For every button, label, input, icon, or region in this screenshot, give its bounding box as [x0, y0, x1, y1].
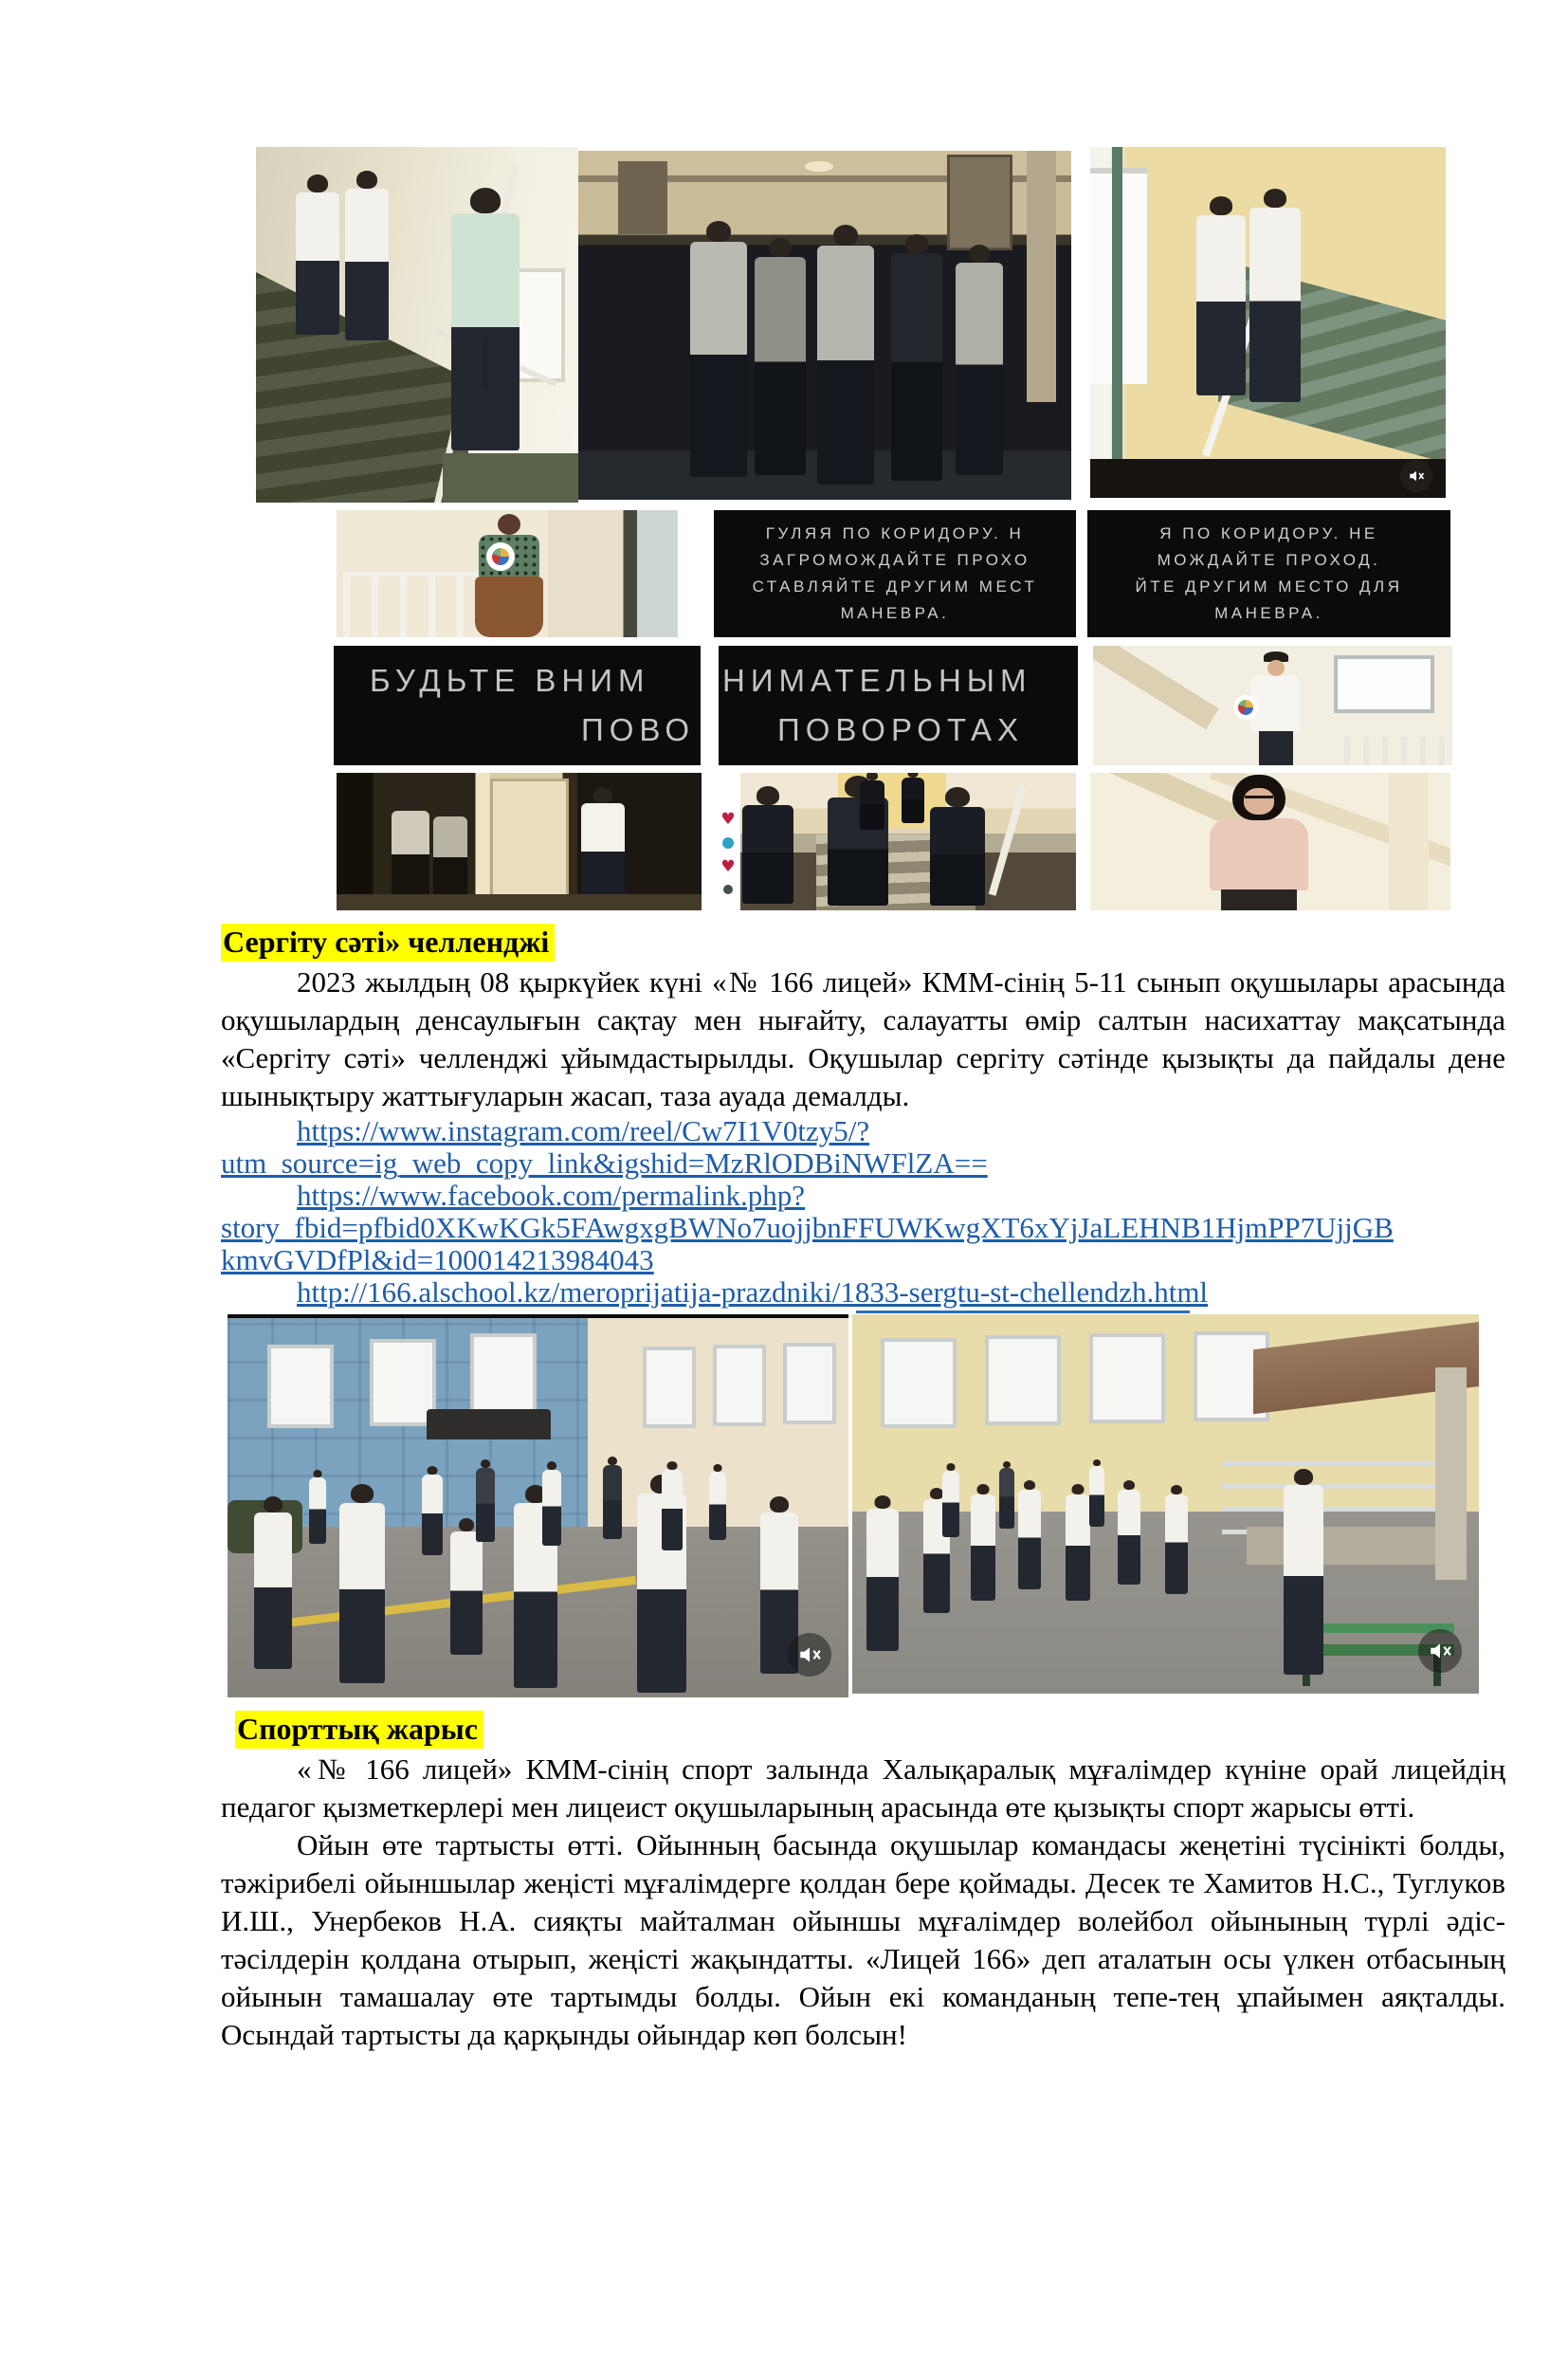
teacher-figure	[1284, 1485, 1323, 1675]
mute-icon	[1418, 1629, 1462, 1673]
railing-shape	[1344, 737, 1452, 765]
photo-row-exercise	[228, 1314, 1568, 1697]
pupil-figure	[662, 1470, 683, 1550]
round-badge	[486, 542, 515, 571]
photo-stairwell-students-2	[1090, 147, 1446, 498]
video-sidebar-icons	[716, 773, 740, 910]
skirt-shape	[1221, 889, 1297, 910]
section1-heading-line	[221, 922, 1505, 962]
entrance-railing-shape	[1222, 1451, 1435, 1534]
door-shape	[490, 779, 569, 906]
photo-collage-row-3	[334, 646, 1568, 765]
photo-stairwell-students-1	[256, 147, 578, 503]
window-shape	[713, 1345, 766, 1426]
tie-shape	[483, 337, 488, 390]
window-shape	[1334, 655, 1435, 713]
heart-icon: ♥	[720, 857, 736, 876]
section2-paragraph-1: «№ 166 лицей» КММ-сінің спорт залында Халықаралық мұғалімдер күніне орай лицейдің педагог қызметкерлері мен лицеист оқушыларының арасында өте қызықты спорт жарысы өтті.	[221, 1752, 1505, 1824]
photo-stairs-students-suits	[716, 773, 1076, 910]
section2-paragraph-2: Ойын өте тартысты өтті. Ойынның басында оқушылар командасы жеңетіні түсінікті болды, тәжірибелі ойыншылар жеңісті мұғалімдерге қолдан бере қоймады. Десек те Хамитов Н.С., Туглуков И.Ш., Унербеков Н.А. сияқты майталман ойыншы мұғалімдер волейбол ойынының түрлі әдіс-тәсілдерін қолдана отырып, жеңісті жақындатты. «Лицей 166» деп аталатын осы үлкен отбасының ойынын тамашалау өте тартымды болды. Ойын екі команданың тепе-тең ұпайымен аяқталды. Осындай тартысты да қарқынды ойындар көп болсын!	[221, 1828, 1505, 2051]
ceiling-lamp-shape	[805, 161, 833, 172]
pupil-figure	[339, 1503, 385, 1683]
student-figure	[755, 257, 806, 475]
video-caption-panel-4: НИМАТЕЛЬНЫМ ПОВОРОТАХ	[719, 646, 1078, 765]
student-figure	[433, 816, 467, 902]
video-caption-panel-1: ГУЛЯЯ ПО КОРИДОРУ. Н ЗАГРОМОЖДАЙТЕ ПРОХО СТАВЛЯЙТЕ ДРУГИМ МЕСТ МАНЕВРА.	[714, 510, 1076, 637]
video-caption-panel-2: Я ПО КОРИДОРУ. НЕ МОЖДАЙТЕ ПРОХОД. ЙТЕ ДРУГИМ МЕСТО ДЛЯ МАНЕВРА.	[1087, 510, 1450, 637]
sweater-shape	[1210, 818, 1308, 890]
section1-heading: Сергіту сәті» челленджі	[221, 924, 555, 962]
window-shape	[267, 1345, 334, 1428]
round-badge	[1233, 695, 1258, 720]
student-figure	[902, 778, 924, 823]
student-figure	[860, 780, 884, 830]
student-figure	[891, 253, 942, 481]
floor-shape	[443, 453, 578, 504]
wall-pillar-shape	[1389, 773, 1429, 910]
document-page	[0, 147, 1568, 2365]
share-icon	[723, 885, 733, 894]
student-figure	[1249, 208, 1301, 402]
photo-collage-row-2	[337, 510, 1568, 637]
pupil-figure	[476, 1468, 495, 1542]
pupil-figure	[709, 1472, 726, 1540]
student-figure	[742, 805, 793, 904]
video-bottom-bar	[1090, 459, 1446, 498]
stone-base-shape	[1247, 1527, 1434, 1565]
mute-icon	[788, 1633, 831, 1677]
window-shape	[470, 1333, 537, 1421]
pupil-figure	[999, 1468, 1014, 1529]
stair-beam-shape	[1093, 646, 1219, 729]
pupil-figure	[1066, 1494, 1090, 1601]
heart-icon: ♥	[720, 810, 736, 829]
instagram-link[interactable]: https://www.instagram.com/reel/Cw7I1V0tzy5/? utm_source=ig_web_copy_link&igshid=MzRlODBiNWFlZA==	[221, 1114, 988, 1180]
photo-collage-row-4	[337, 773, 1568, 910]
student-figure	[296, 192, 339, 335]
photo-outdoor-exercise-1	[228, 1314, 848, 1697]
door-shape	[947, 155, 1012, 251]
pants-shape	[1259, 731, 1293, 765]
floor-shape	[337, 894, 702, 910]
pupil-figure	[542, 1470, 561, 1546]
pupil-figure	[1018, 1490, 1041, 1589]
pupil-figure	[422, 1475, 443, 1555]
canopy-post-shape	[1435, 1367, 1467, 1580]
skirt-shape	[475, 577, 543, 637]
link-underline-remnant	[856, 1311, 1190, 1313]
links-block	[221, 1115, 1505, 1309]
photo-dark-hallway-group	[578, 151, 1071, 500]
window-shape	[1089, 1333, 1165, 1423]
photo-doorway-students	[337, 773, 702, 910]
pupil-figure	[971, 1494, 995, 1601]
awning-shape	[427, 1409, 551, 1439]
photo-teacher-pink-sweater	[1090, 773, 1450, 910]
pupil-figure	[1089, 1466, 1104, 1527]
pupil-figure	[866, 1509, 899, 1651]
pupil-figure	[309, 1477, 326, 1544]
window-frame-shape	[1112, 147, 1122, 498]
mute-icon	[1400, 460, 1432, 492]
school-site-link[interactable]: http://166.alschool.kz/meroprijatija-prazdniki/1833-sergtu-st-chellendzh.html	[297, 1275, 1209, 1309]
student-figure	[817, 246, 874, 485]
glasses-shape	[1245, 796, 1273, 805]
pupil-figure	[254, 1512, 292, 1669]
pupil-figure	[450, 1531, 483, 1655]
section2-heading-line	[235, 1709, 1505, 1749]
window-shape	[643, 1347, 696, 1428]
student-figure	[451, 213, 520, 450]
video-caption-panel-3: БУДЬТЕ ВНИМ ПОВО	[334, 646, 701, 765]
section2-heading: Спорттық жарыс	[235, 1711, 483, 1749]
window-shape	[881, 1338, 957, 1428]
student-figure	[1196, 215, 1246, 395]
pupil-figure	[1165, 1494, 1188, 1594]
door-shape	[618, 161, 667, 234]
pupil-figure	[942, 1471, 959, 1537]
photo-teacher-with-microphone	[337, 510, 678, 637]
student-figure	[392, 811, 429, 902]
person-head-shape	[1267, 660, 1285, 676]
person-head-shape	[498, 514, 520, 535]
pupil-figure	[1118, 1490, 1140, 1585]
facebook-link[interactable]: https://www.facebook.com/permalink.php? story_fbid=pfbid0XKwKGk5FAwgxgBWNo7uojjbnFFUWKwgXT6xYjJaLEHNB1HjmPP7UjjGB kmvGVDfPl&id=100014213984043	[221, 1179, 1394, 1276]
student-figure	[690, 242, 747, 477]
student-figure	[345, 189, 389, 340]
railing-shape	[988, 785, 1026, 895]
photo-boy-with-badge	[1093, 646, 1452, 765]
window-shape	[985, 1335, 1061, 1425]
photo-outdoor-exercise-2	[852, 1314, 1479, 1694]
photo-collage-row-1	[256, 147, 1568, 503]
student-figure	[581, 803, 625, 904]
window-shape	[783, 1343, 836, 1424]
door-frame-shape	[1027, 151, 1056, 402]
student-figure	[956, 263, 1003, 475]
shirt-shape	[1250, 675, 1300, 732]
pupil-figure	[603, 1465, 622, 1539]
comment-icon	[722, 837, 734, 849]
student-figure	[930, 807, 985, 906]
section1-paragraph: 2023 жылдың 08 қыркүйек күні «№ 166 лицей» КММ-сінің 5-11 сынып оқушылары арасында оқушылардың денсаулығын сақтау мен нығайту, салауатты өмір салтын насихаттау мақсатында «Сергіту сәті» челленджі ұйымдастырылды. Оқушылар сергіту сәтінде қызықты да пайдалы дене шынықтыру жаттығуларын жасап, таза ауада демалды.	[221, 965, 1505, 1112]
